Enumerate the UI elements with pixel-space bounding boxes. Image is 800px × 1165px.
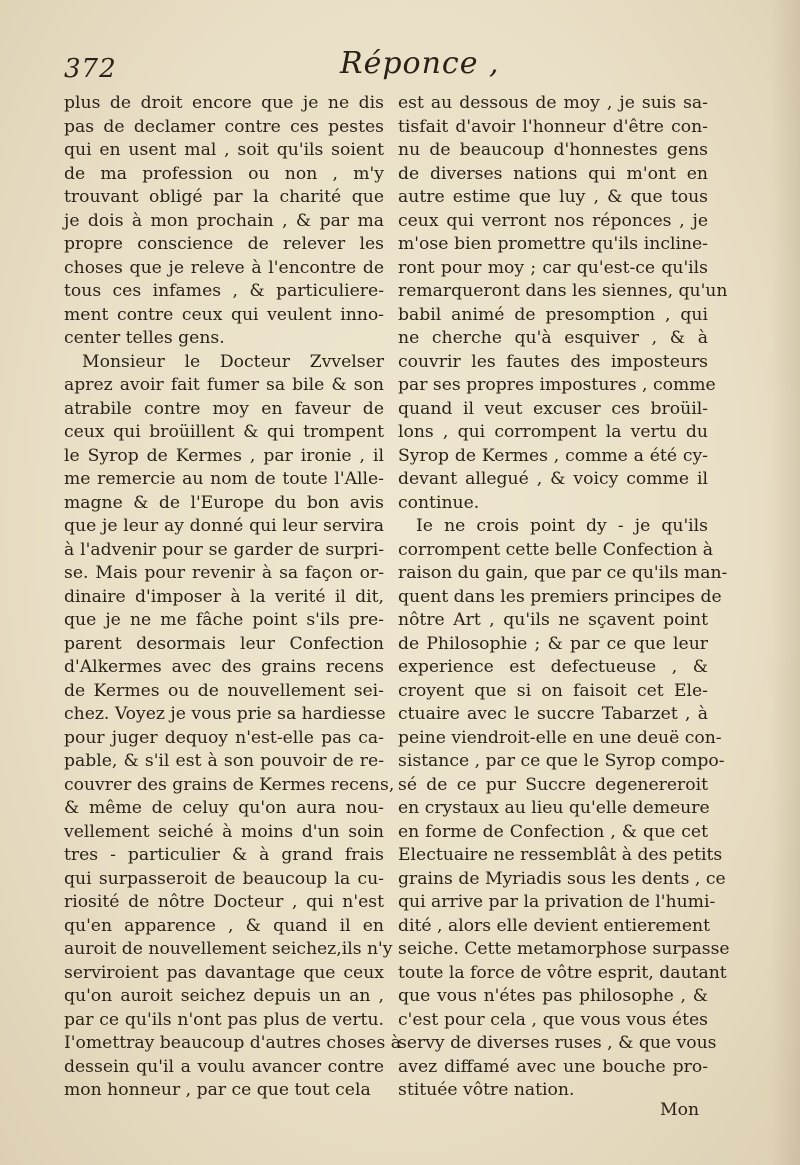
text-line: plus de droit encore que je ne dis	[64, 93, 384, 113]
text-line: lons , qui corrompent la vertu du	[398, 422, 708, 442]
text-line: à l'advenir pour se garder de surpri-	[64, 539, 384, 560]
text-line: dité , alors elle devient entierement	[398, 915, 711, 936]
text-line: d'Alkermes avec des grains recens	[64, 657, 384, 677]
text-line: par ses propres impostures , comme	[398, 375, 716, 395]
text-line: qui en usent mal , soit qu'ils soient	[64, 140, 384, 160]
text-line: que je ne me fâche point s'ils pre-	[64, 610, 384, 630]
text-line: experience est defectueuse , &	[398, 657, 708, 677]
text-line: ctuaire avec le succre Tabarzet , à	[398, 704, 708, 724]
text-line: je dois à mon prochain , & par ma	[64, 210, 384, 231]
right-text-column	[398, 92, 730, 1103]
text-line: devant allegué , & voicy comme il	[398, 469, 708, 489]
text-line: mon honneur , par ce que tout cela	[64, 1080, 371, 1100]
text-line: c'est pour cela , que vous vous étes	[398, 1009, 708, 1030]
text-line: propre conscience de relever les	[64, 234, 384, 254]
text-line: pour juger dequoy n'est-elle pas ca-	[64, 727, 384, 748]
text-line: Ie ne crois point dy - je qu'ils	[416, 516, 708, 536]
text-line: de Kermes ou de nouvellement sei-	[64, 680, 384, 701]
text-line: de ma profession ou non , m'y	[64, 163, 384, 184]
text-line: toute la force de vôtre esprit, dautant	[398, 962, 727, 983]
left-text-column	[64, 92, 401, 1103]
text-line: tisfait d'avoir l'honneur d'être con-	[398, 116, 708, 137]
text-line: qui surpasseroit de beaucoup la cu-	[64, 868, 384, 889]
text-line: couvrer des grains de Kermes recens,	[64, 774, 395, 795]
text-line: dinaire d'imposer à la verité il dit,	[64, 586, 384, 607]
text-line: par ce qu'ils n'ont pas plus de vertu.	[64, 1009, 384, 1030]
text-line: auroit de nouvellement seichez,ils n'y	[64, 939, 393, 959]
text-line: m'ose bien promettre qu'ils incline-	[398, 234, 708, 254]
page-header	[0, 46, 800, 96]
text-line: qu'en apparence , & quand il en	[64, 915, 384, 936]
text-line: que vous n'étes pas philosophe , &	[398, 986, 708, 1006]
text-line: magne & de l'Europe du bon avis	[64, 492, 384, 513]
text-line: parent desormais leur Confection	[64, 633, 384, 654]
text-line: nôtre Art , qu'ils ne sçavent point	[398, 610, 708, 630]
text-line: I'omettray beaucoup d'autres choses à	[64, 1033, 401, 1053]
text-line: Syrop de Kermes , comme a été cy-	[398, 445, 708, 466]
running-title: Réponce ,	[340, 46, 500, 81]
text-line: Electuaire ne ressemblât à des petits	[398, 845, 723, 865]
text-line: de Philosophie ; & par ce que leur	[398, 633, 708, 654]
text-line: est au dessous de moy , je suis sa-	[398, 93, 708, 113]
text-line: ceux qui broüillent & qui trompent	[64, 422, 384, 442]
text-line: aprez avoir fait fumer sa bile & son	[64, 375, 384, 395]
text-line: couvrir les fautes des imposteurs	[398, 351, 708, 372]
text-line: chez. Voyez je vous prie sa hardiesse	[64, 704, 386, 724]
text-line: nu de beaucoup d'honnestes gens	[398, 140, 708, 160]
text-line: & même de celuy qu'on aura nou-	[64, 798, 384, 818]
text-line: grains de Myriadis sous les dents , ce	[398, 868, 726, 889]
text-line: peine viendroit-elle en une deuë con-	[398, 727, 722, 748]
text-line: stituée vôtre nation.	[398, 1080, 575, 1100]
text-line: atrabile contre moy en faveur de	[64, 398, 384, 419]
text-line: qu'on auroit seichez depuis un an ,	[64, 986, 384, 1006]
text-line: riosité de nôtre Docteur , qui n'est	[64, 892, 384, 912]
text-line: quand il veut excuser ces broüil-	[398, 398, 708, 419]
text-line: sistance , par ce que le Syrop compo-	[398, 751, 725, 771]
text-line: Monsieur le Docteur Zvvelser	[82, 351, 384, 372]
text-line: seiche. Cette metamorphose surpasse	[398, 939, 730, 959]
text-line: en crystaux au lieu qu'elle demeure	[398, 798, 710, 818]
text-line: le Syrop de Kermes , par ironie , il	[64, 445, 384, 466]
text-line: ment contre ceux qui veulent inno-	[64, 304, 384, 325]
text-line: babil animé de presomption , qui	[398, 304, 708, 325]
text-line: vellement seiché à moins d'un soin	[64, 821, 384, 842]
text-line: quent dans les premiers principes de	[398, 586, 722, 607]
text-line: pable, & s'il est à son pouvoir de re-	[64, 751, 384, 771]
text-line: croyent que si on faisoit cet Ele-	[398, 680, 708, 701]
page-number: 372	[64, 54, 117, 84]
text-line: de diverses nations qui m'ont en	[398, 163, 708, 184]
text-line: sé de ce pur Succre degenereroit	[398, 774, 708, 795]
text-line: qui arrive par la privation de l'humi-	[398, 892, 716, 912]
text-line: continue.	[398, 492, 480, 513]
text-line: serviroient pas davantage que ceux	[64, 962, 384, 983]
text-line: se. Mais pour revenir à sa façon or-	[64, 563, 384, 583]
text-line: choses que je releve à l'encontre de	[64, 257, 384, 278]
text-line: tous ces infames , & particuliere-	[64, 281, 384, 301]
page-edge-shadow	[770, 0, 800, 1165]
text-line: raison du gain, que par ce qu'ils man-	[398, 563, 728, 583]
text-line: corrompent cette belle Confection à	[398, 539, 713, 560]
text-line: ront pour moy ; car qu'est-ce qu'ils	[398, 257, 708, 278]
text-line: pas de declamer contre ces pestes	[64, 116, 384, 137]
text-line: me remercie au nom de toute l'Alle-	[64, 469, 384, 489]
text-line: ceux qui verront nos réponces , je	[398, 210, 708, 231]
text-line: trouvant obligé par la charité que	[64, 187, 384, 207]
text-line: center telles gens.	[64, 328, 225, 348]
text-line: dessein qu'il a voulu avancer contre	[64, 1056, 384, 1077]
text-line: remarqueront dans les siennes, qu'un	[398, 281, 728, 301]
text-line: que je leur ay donné qui leur servira	[64, 516, 384, 536]
text-line: tres - particulier & à grand frais	[64, 845, 384, 865]
text-line: ne cherche qu'à esquiver , & à	[398, 328, 708, 348]
text-line: en forme de Confection , & que cet	[398, 821, 708, 842]
text-line: autre estime que luy , & que tous	[398, 187, 708, 207]
catchword: Mon	[660, 1100, 700, 1120]
text-line: servy de diverses ruses , & que vous	[398, 1033, 717, 1053]
text-line: avez diffamé avec une bouche pro-	[398, 1056, 708, 1077]
